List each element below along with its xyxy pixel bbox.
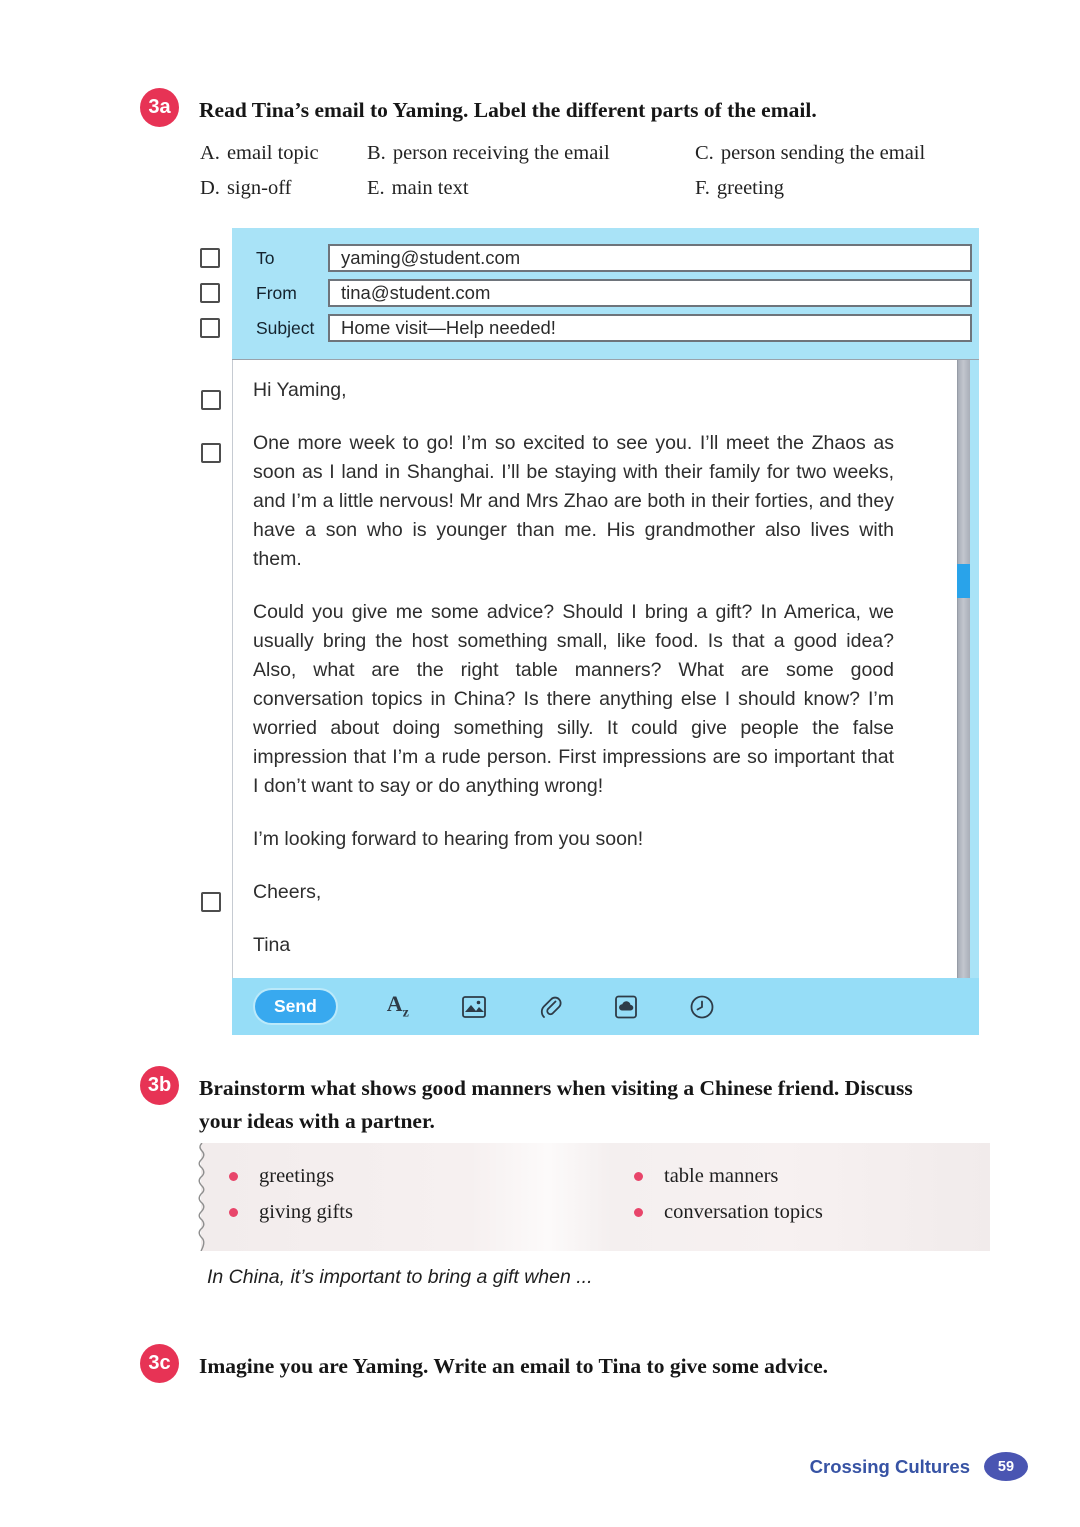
send-button[interactable]: Send <box>255 990 336 1023</box>
page-number-badge: 59 <box>984 1452 1028 1481</box>
insert-image-icon[interactable] <box>460 993 488 1021</box>
idea-giving-gifts <box>229 1201 634 1224</box>
exercise-3c-instruction: Imagine you are Yaming. Write an email to Tina to give some advice. <box>199 1354 829 1378</box>
schedule-clock-icon[interactable] <box>688 993 716 1021</box>
email-to-row <box>232 244 972 272</box>
from-label-checkbox[interactable] <box>200 283 220 303</box>
page-footer <box>810 1452 1028 1481</box>
format-text-icon[interactable]: $A_z$ <box>386 990 409 1021</box>
to-field-label: To <box>256 247 275 268</box>
option-a-label: email topic <box>226 142 319 164</box>
ideas-column-right <box>634 1165 823 1237</box>
main-text-label-checkbox[interactable] <box>201 443 221 463</box>
label-options-list <box>200 142 990 200</box>
email-paragraph-1 <box>253 429 894 574</box>
idea-conversation-topics <box>634 1201 823 1224</box>
option-a-key: A. <box>200 142 220 164</box>
option-a <box>200 142 367 165</box>
email-paragraph-1-text: One more week to go! I’m so excited to see you. I’ll meet the Zhaos as soon as I land in Shanghai. I’ll be staying with their family for two weeks, and I’m a little nervous! Mr and Mrs Zhao are both in their forties, and they have a son who is younger than me. His grandmother also lives with them. <box>253 432 894 570</box>
greeting-label-checkbox[interactable] <box>201 390 221 410</box>
ideas-column-left <box>229 1165 634 1237</box>
email-paragraph-2 <box>253 598 894 801</box>
bullet-icon <box>229 1208 238 1217</box>
email-from-row <box>232 279 972 307</box>
to-label-checkbox[interactable] <box>200 248 220 268</box>
email-subject-row <box>232 314 972 342</box>
brainstorm-ideas-box <box>201 1143 990 1251</box>
cloud-document-icon[interactable] <box>612 993 640 1021</box>
email-paragraph-3 <box>253 825 894 854</box>
option-e <box>367 177 695 200</box>
email-signoff-row <box>253 878 894 907</box>
attachment-icon[interactable] <box>536 993 564 1021</box>
exercise-3b-instruction: Brainstorm what shows good manners when visiting a Chinese friend. Discuss your ideas with a partner. <box>199 1076 913 1134</box>
option-e-label: main text <box>391 177 469 199</box>
option-b-key: B. <box>367 142 386 164</box>
option-f-key: F. <box>695 177 710 199</box>
unit-title: Crossing Cultures <box>809 1455 970 1477</box>
signoff-label-checkbox[interactable] <box>201 892 221 912</box>
example-sentence: In China, it’s important to bring a gift when ... <box>207 1266 593 1288</box>
option-b-label: person receiving the email <box>392 142 610 164</box>
email-greeting-row <box>253 376 894 405</box>
subject-field-input[interactable]: Home visit—Help needed! <box>328 314 972 342</box>
option-d-key: D. <box>200 177 220 199</box>
email-signoff: Cheers, <box>253 881 322 903</box>
exercise-3a-instruction: Read Tina’s email to Yaming. Label the different parts of the email. <box>199 98 817 122</box>
subject-field-label: Subject <box>256 317 315 338</box>
email-paragraph-3-text: I’m looking forward to hearing from you soon! <box>253 828 644 850</box>
email-signature: Tina <box>253 934 291 956</box>
torn-paper-edge <box>197 1143 207 1251</box>
option-f-label: greeting <box>716 177 785 199</box>
to-field-input[interactable]: yaming@student.com <box>328 244 972 272</box>
idea-conversation-topics-label: conversation topics <box>664 1201 823 1223</box>
email-signature-row <box>253 931 894 960</box>
scrollbar-track[interactable] <box>957 360 970 978</box>
option-c <box>695 142 990 165</box>
subject-label-checkbox[interactable] <box>200 318 220 338</box>
bullet-icon <box>229 1172 238 1181</box>
idea-greetings <box>229 1165 634 1188</box>
option-d-label: sign-off <box>226 177 292 199</box>
option-e-key: E. <box>367 177 385 199</box>
exercise-3c-badge: 3c <box>140 1344 179 1383</box>
scrollbar-thumb[interactable] <box>957 564 970 598</box>
bullet-icon <box>634 1172 643 1181</box>
email-widget <box>232 228 979 1035</box>
option-d <box>200 177 367 200</box>
email-greeting: Hi Yaming, <box>253 379 347 401</box>
idea-table-manners <box>634 1165 823 1188</box>
exercise-3a-badge: 3a <box>140 88 179 127</box>
option-c-label: person sending the email <box>720 142 926 164</box>
email-header <box>232 228 979 360</box>
exercise-3b-badge: 3b <box>140 1066 179 1105</box>
option-b <box>367 142 695 165</box>
exercise-3c-header <box>140 1344 828 1383</box>
email-body <box>232 360 970 978</box>
exercise-3a-header <box>140 88 817 127</box>
email-toolbar <box>232 978 979 1035</box>
from-field-label: From <box>256 282 297 303</box>
idea-table-manners-label: table manners <box>664 1165 779 1187</box>
exercise-3b-header <box>140 1066 939 1139</box>
idea-greetings-label: greetings <box>259 1165 335 1187</box>
option-c-key: C. <box>695 142 714 164</box>
from-field-input[interactable]: tina@student.com <box>328 279 972 307</box>
bullet-icon <box>634 1208 643 1217</box>
option-f <box>695 177 990 200</box>
email-paragraph-2-text: Could you give me some advice? Should I bring a gift? In America, we usually bring the host something small, like food. Is that a good idea? Also, what are the right table manners? What are some good conversation topics in China? Is there anything else I should know? I’m worried about doing something silly. It could give people the false impression that I’m a rude person. First impressions are so important that I don’t want to say or do anything wrong! <box>253 601 894 797</box>
idea-giving-gifts-label: giving gifts <box>259 1201 353 1223</box>
